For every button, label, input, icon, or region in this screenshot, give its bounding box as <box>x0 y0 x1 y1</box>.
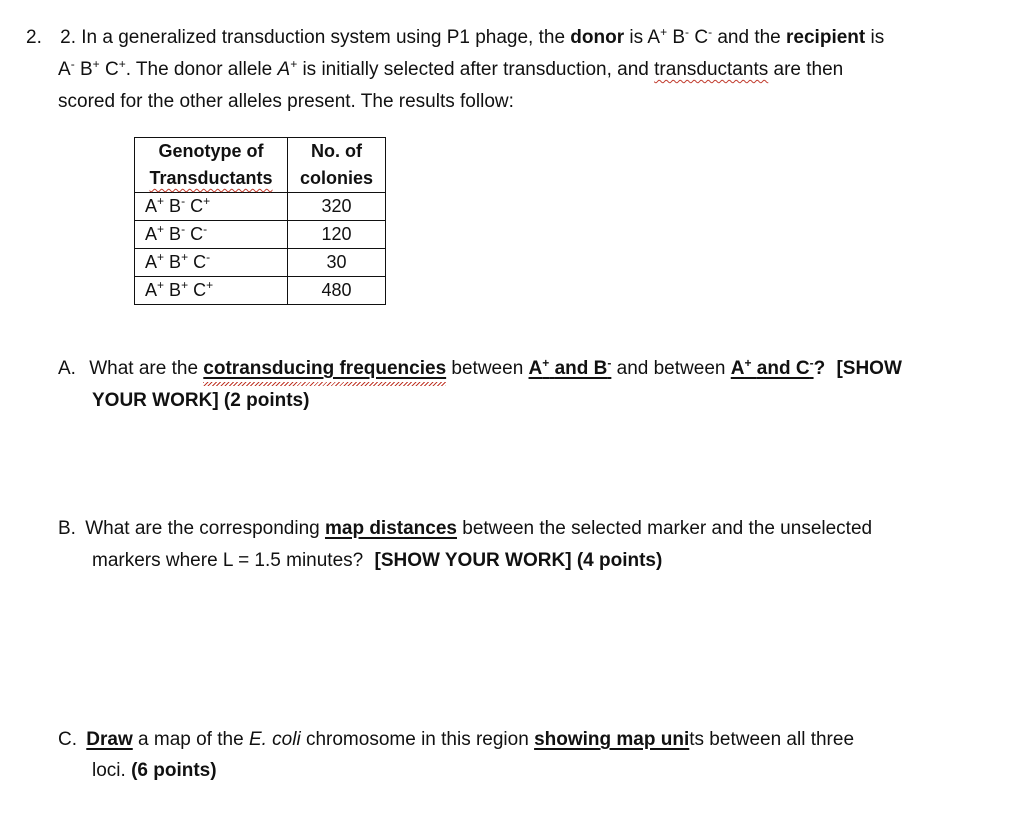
part-a-letter: A. <box>58 358 76 379</box>
recipient-label: recipient <box>786 27 866 48</box>
and-between-text: and between <box>616 358 726 379</box>
table-header-row <box>135 138 386 193</box>
part-b-points: [SHOW YOUR WORK] (4 points) <box>374 550 663 571</box>
part-c-mid: chromosome in this region <box>305 729 529 750</box>
part-c-tail: ts between all three <box>689 729 855 750</box>
recipient-genotype: A- B+ C+ <box>58 57 126 80</box>
part-b-line-2 <box>92 549 662 573</box>
donor-genotype: A+ B- C- <box>647 25 713 48</box>
draw-term: Draw <box>86 729 133 750</box>
donor-is-text: is <box>629 27 644 48</box>
genotype-cell: A+ B+ C+ <box>135 277 288 305</box>
part-c-lead: a map of the <box>138 729 244 750</box>
question-line-1 <box>26 26 884 50</box>
cotransducing-frequencies-term: cotransducing frequencies <box>203 358 447 379</box>
selected-text: is initially selected after transduction, and <box>302 59 649 80</box>
results-follow-text: scored for the other alleles present. The results follow: <box>58 91 514 112</box>
part-b-lead: What are the corresponding <box>85 518 320 539</box>
selected-allele: A+ <box>277 57 298 80</box>
question-intro: 2. In a generalized transduction system using P1 phage, the <box>60 27 566 48</box>
part-a-lead: What are the <box>89 358 199 379</box>
count-cell: 30 <box>288 249 386 277</box>
showing-map-units-term: showing map uni <box>534 729 690 750</box>
transductants-word: transductants <box>654 59 769 80</box>
question-mark: ? <box>813 358 826 379</box>
question-line-2 <box>58 58 843 82</box>
part-a-points: YOUR WORK] (2 points) <box>92 390 310 411</box>
question-line-3 <box>58 90 514 114</box>
donor-allele-text: . The donor allele <box>125 59 273 80</box>
part-a-line-2 <box>92 389 309 413</box>
colonies-column-header: No. of colonies <box>288 138 386 193</box>
organism-name: E. coli <box>248 729 301 750</box>
transductant-table <box>134 137 386 305</box>
marker-pair-a-b: A+ and B- <box>528 356 612 379</box>
genotype-cell: A+ B- C- <box>135 221 288 249</box>
part-c-letter: C. <box>58 729 77 750</box>
count-cell: 480 <box>288 277 386 305</box>
part-c-line-1 <box>58 728 854 752</box>
table-row <box>135 221 386 249</box>
part-c-line-2 <box>92 759 217 783</box>
table-row <box>135 193 386 221</box>
part-a-line-1 <box>58 357 902 381</box>
loci-text: loci. <box>92 760 126 781</box>
part-c-points: (6 points) <box>131 760 217 781</box>
and-the-text: and the <box>717 27 781 48</box>
table-row <box>135 277 386 305</box>
question-number: 2. <box>26 27 42 48</box>
recipient-is-text: is <box>870 27 885 48</box>
part-b-letter: B. <box>58 518 76 539</box>
count-cell: 320 <box>288 193 386 221</box>
show-work-label: [SHOW <box>836 358 902 379</box>
genotype-cell: A+ B+ C- <box>135 249 288 277</box>
map-distances-term: map distances <box>324 518 457 539</box>
count-cell: 120 <box>288 221 386 249</box>
between-text: between <box>451 358 524 379</box>
table-row <box>135 249 386 277</box>
marker-pair-a-c: A+ and C- <box>730 356 814 379</box>
genotype-column-header: Genotype of Transductants <box>135 138 288 193</box>
part-b-tail: between the selected marker and the unselected <box>462 518 873 539</box>
donor-label: donor <box>570 27 625 48</box>
part-b-line-1 <box>58 517 872 541</box>
are-then-text: are then <box>773 59 844 80</box>
genotype-cell: A+ B- C+ <box>135 193 288 221</box>
part-b-condition: markers where L = 1.5 minutes? <box>92 550 364 571</box>
